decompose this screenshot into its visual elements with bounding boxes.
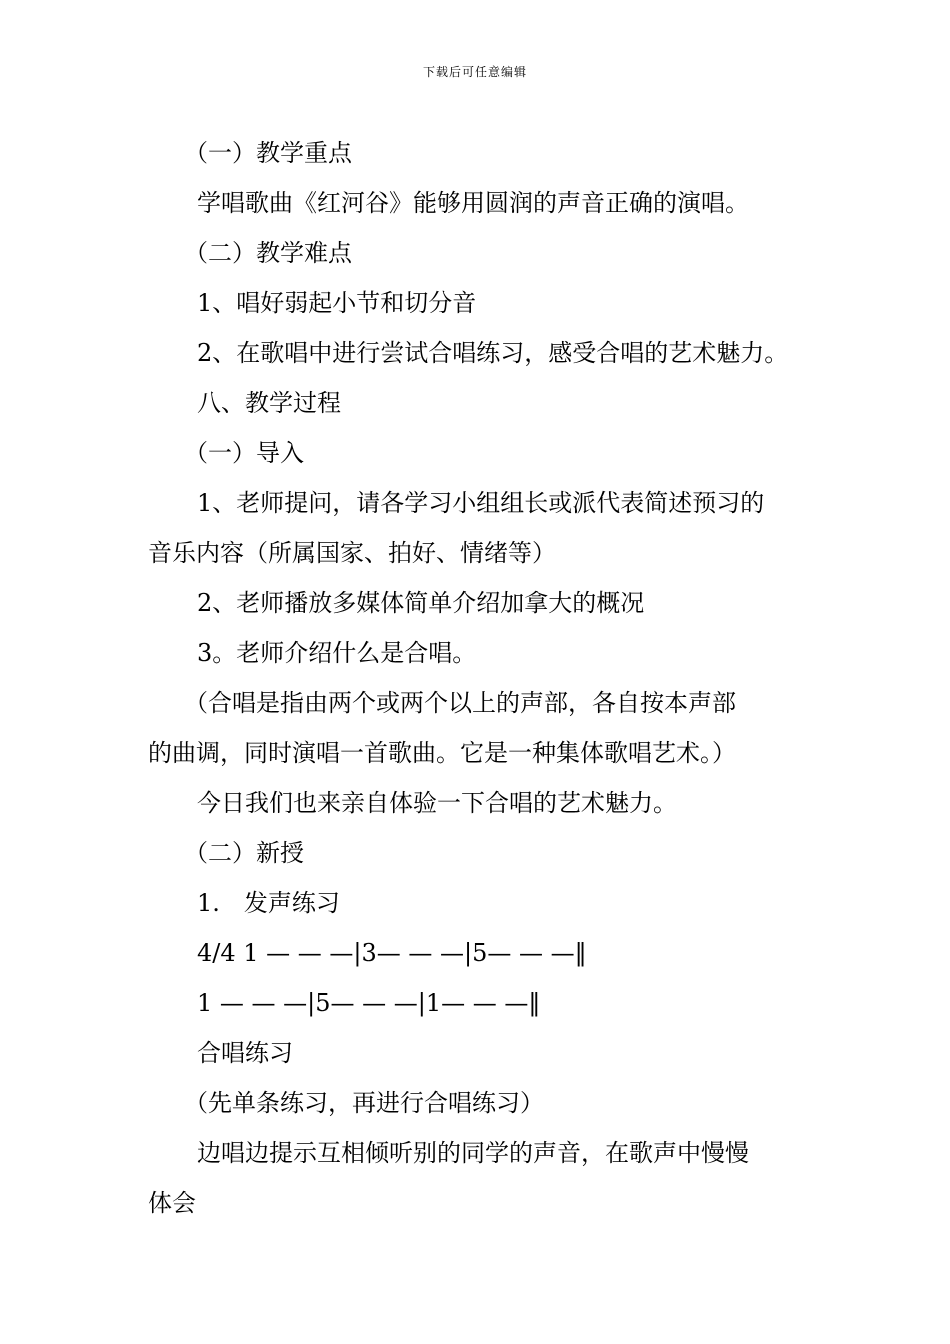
document-body [148, 128, 808, 1228]
line-19: 合唱练习 [197, 1039, 293, 1067]
line-17: 4/4 1 — — —|3— — —|5— — —‖ [197, 939, 587, 967]
line-1: （一）教学重点 [184, 139, 352, 167]
line-21: 边唱边提示互相倾听别的同学的声音，在歌声中慢慢 [197, 1139, 749, 1167]
page-header: 下载后可任意编辑 [422, 65, 527, 79]
line-20: （先单条练习，再进行合唱练习） [184, 1089, 544, 1117]
line-9: 音乐内容（所属国家、拍好、情绪等） [148, 539, 556, 567]
line-15: （二）新授 [184, 839, 304, 867]
line-12: （合唱是指由两个或两个以上的声部，各自按本声部 [184, 689, 736, 717]
line-8: 1、老师提问，请各学习小组组长或派代表简述预习的 [197, 489, 765, 517]
line-10: 2、老师播放多媒体简单介绍加拿大的概况 [197, 589, 645, 617]
line-14: 今日我们也来亲自体验一下合唱的艺术魅力。 [197, 789, 677, 817]
line-6: 八、教学过程 [197, 389, 341, 417]
line-7: （一）导入 [184, 439, 304, 467]
line-11: 3。老师介绍什么是合唱。 [197, 639, 477, 667]
line-4: 1、唱好弱起小节和切分音 [197, 289, 477, 317]
line-13: 的曲调，同时演唱一首歌曲。它是一种集体歌唱艺术。） [148, 739, 736, 767]
line-16: 1. 发声练习 [197, 889, 340, 917]
line-2: 学唱歌曲《红河谷》能够用圆润的声音正确的演唱。 [197, 189, 749, 217]
line-5: 2、在歌唱中进行尝试合唱练习，感受合唱的艺术魅力。 [197, 339, 789, 367]
line-22: 体会 [148, 1189, 196, 1217]
line-18: 1 — — —|5— — —|1— — —‖ [197, 989, 541, 1017]
line-3: （二）教学难点 [184, 239, 352, 267]
